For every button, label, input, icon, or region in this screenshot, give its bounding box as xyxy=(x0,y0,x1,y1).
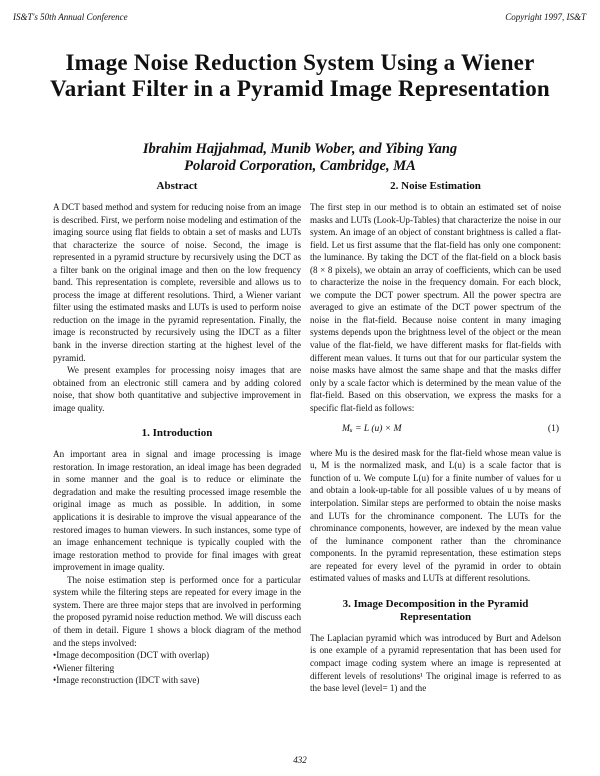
introduction-paragraph-1: An important area in signal and image processing is image restoration. In image restoration, an ideal image has been degraded in some manner and the goal is to reduce or eliminate the degradation and make the resulting processed image resemble the original image as much as possible. In addition, in some applications it is desirable to improve the visual appearance of the restored images to human viewers. In such instances, some type of an image enhancement technique is typically coupled with the image restoration method to provide for final images with great improvement in image quality. xyxy=(53,449,301,573)
noise-estimation-paragraph-1: The first step in our method is to obtain an estimated set of noise masks and LUTs (Look-Up-Tables) that characterize the noise in our system. An image of an object of constant brightness is called a flat-field. Let us first assume that the flat-field has only one component: the luminance. By taking the DCT of the flat-field on a block basis (8 × 8 pixels), we obtain an array of coefficients, which can be used to characterize the noise in the frequency domain. For each block, we compute the DCT power spectrum. All the power spectra are averaged to give an estimate of the DCT power spectrum of the noise in the flat-field. Because noise content in many imaging systems depends upon the brightness level of the object or the mean value of the flat-field, we have different masks for flat-fields with different mean values. It turns out that for our particular system the noise masks have almost the same shape and that the masks differ only by a scale factor which is determined by the mean value of the flat-field. Based on this observation, we express the masks for a specific flat-field as follows: xyxy=(310,202,561,413)
introduction-heading: 1. Introduction xyxy=(141,427,213,440)
noise-estimation-paragraph-2: where Mu is the desired mask for the flat-field whose mean value is u, M is the normalized mask, and L(u) is a scale factor that is function of u. We compute L(u) for a finite number of values for u and obtain a look-up-table for all possible values of u by means of interpolation. Similar steps are performed to obtain the noise masks and LUTs for the chrominance component. The LUTs for the chrominance components, however, are indexed by the mean value of the luminance component rather than the chrominance components. In the pyramid representation, these estimation steps are repeated for every level of the pyramid in order to obtain estimated values of masks and LUTs at different resolutions. xyxy=(310,447,561,584)
page-number: 432 xyxy=(293,755,307,765)
noise-estimation-heading: 2. Noise Estimation xyxy=(390,180,481,192)
abstract-paragraph-1: A DCT based method and system for reducing noise from an image is described. First, we perform noise modeling and estimation of the imaging source using flat fields to obtain a set of masks and LUTs that characterize the source of noise. Second, the image is represented in a pyramid structure by recursively using the DCT as a filter bank on the original image and then on the low frequency band. This representation is complete, reversible and allows us to process the image at different resolutions. Third, a Wiener variant filter using the estimated masks and LUTs is used to perform noise reduction on the image in the pyramid representation. Finally, the image is reconstructed by recursively using the IDCT as a filter bank in the inverse direction starting at the highest level of the pyramid. xyxy=(53,202,302,363)
decomposition-heading: 3. Image Decomposition in the Pyramid Representation xyxy=(342,597,529,623)
paper-title: Image Noise Reduction System Using a Wiener Variant Filter in a Pyramid Image Representation xyxy=(50,50,550,101)
abstract-heading: Abstract xyxy=(156,180,198,192)
equation-expression: Mᵤ = L (u) × M xyxy=(342,424,402,435)
conference-header: IS&T's 50th Annual Conference xyxy=(13,12,128,22)
list-item: • Image reconstruction (IDCT with save) xyxy=(53,674,301,687)
decomposition-paragraph-1: The Laplacian pyramid which was introduced by Burt and Adelson is one example of a pyramid representation that has been used for compact image coding system where an image is represented at different levels of resolutions¹ The original image is referred to as the base level (level= 1) and the xyxy=(310,632,561,694)
left-column xyxy=(53,180,301,687)
author-block xyxy=(30,141,570,175)
copyright-header: Copyright 1997, IS&T xyxy=(505,12,586,22)
equation-1 xyxy=(310,423,561,436)
list-item: • Wiener filtering xyxy=(53,662,301,675)
author-names: Ibrahim Hajjahmad, Munib Wober, and Yibing Yang xyxy=(142,141,458,157)
list-item: • Image decomposition (DCT with overlap) xyxy=(53,649,301,662)
section-gap xyxy=(310,585,561,598)
equation-number: (1) xyxy=(547,424,559,435)
steps-list xyxy=(53,649,301,687)
abstract-paragraph-2: We present examples for processing noisy images that are obtained from an electronic still camera and by adding colored noise, that show both quantitative and subjective improvement in image quality. xyxy=(53,365,301,413)
right-column xyxy=(310,180,561,695)
section-gap xyxy=(53,414,301,427)
author-affiliation: Polaroid Corporation, Cambridge, MA xyxy=(184,158,416,174)
introduction-paragraph-2: The noise estimation step is performed once for a particular system while the filtering steps are repeated for every image in the system. There are three major steps that are involved in performing the proposed pyramid noise reduction method. We will discuss each of them in detail. Figure 1 shows a block diagram of the method and the steps involved: xyxy=(53,574,301,648)
